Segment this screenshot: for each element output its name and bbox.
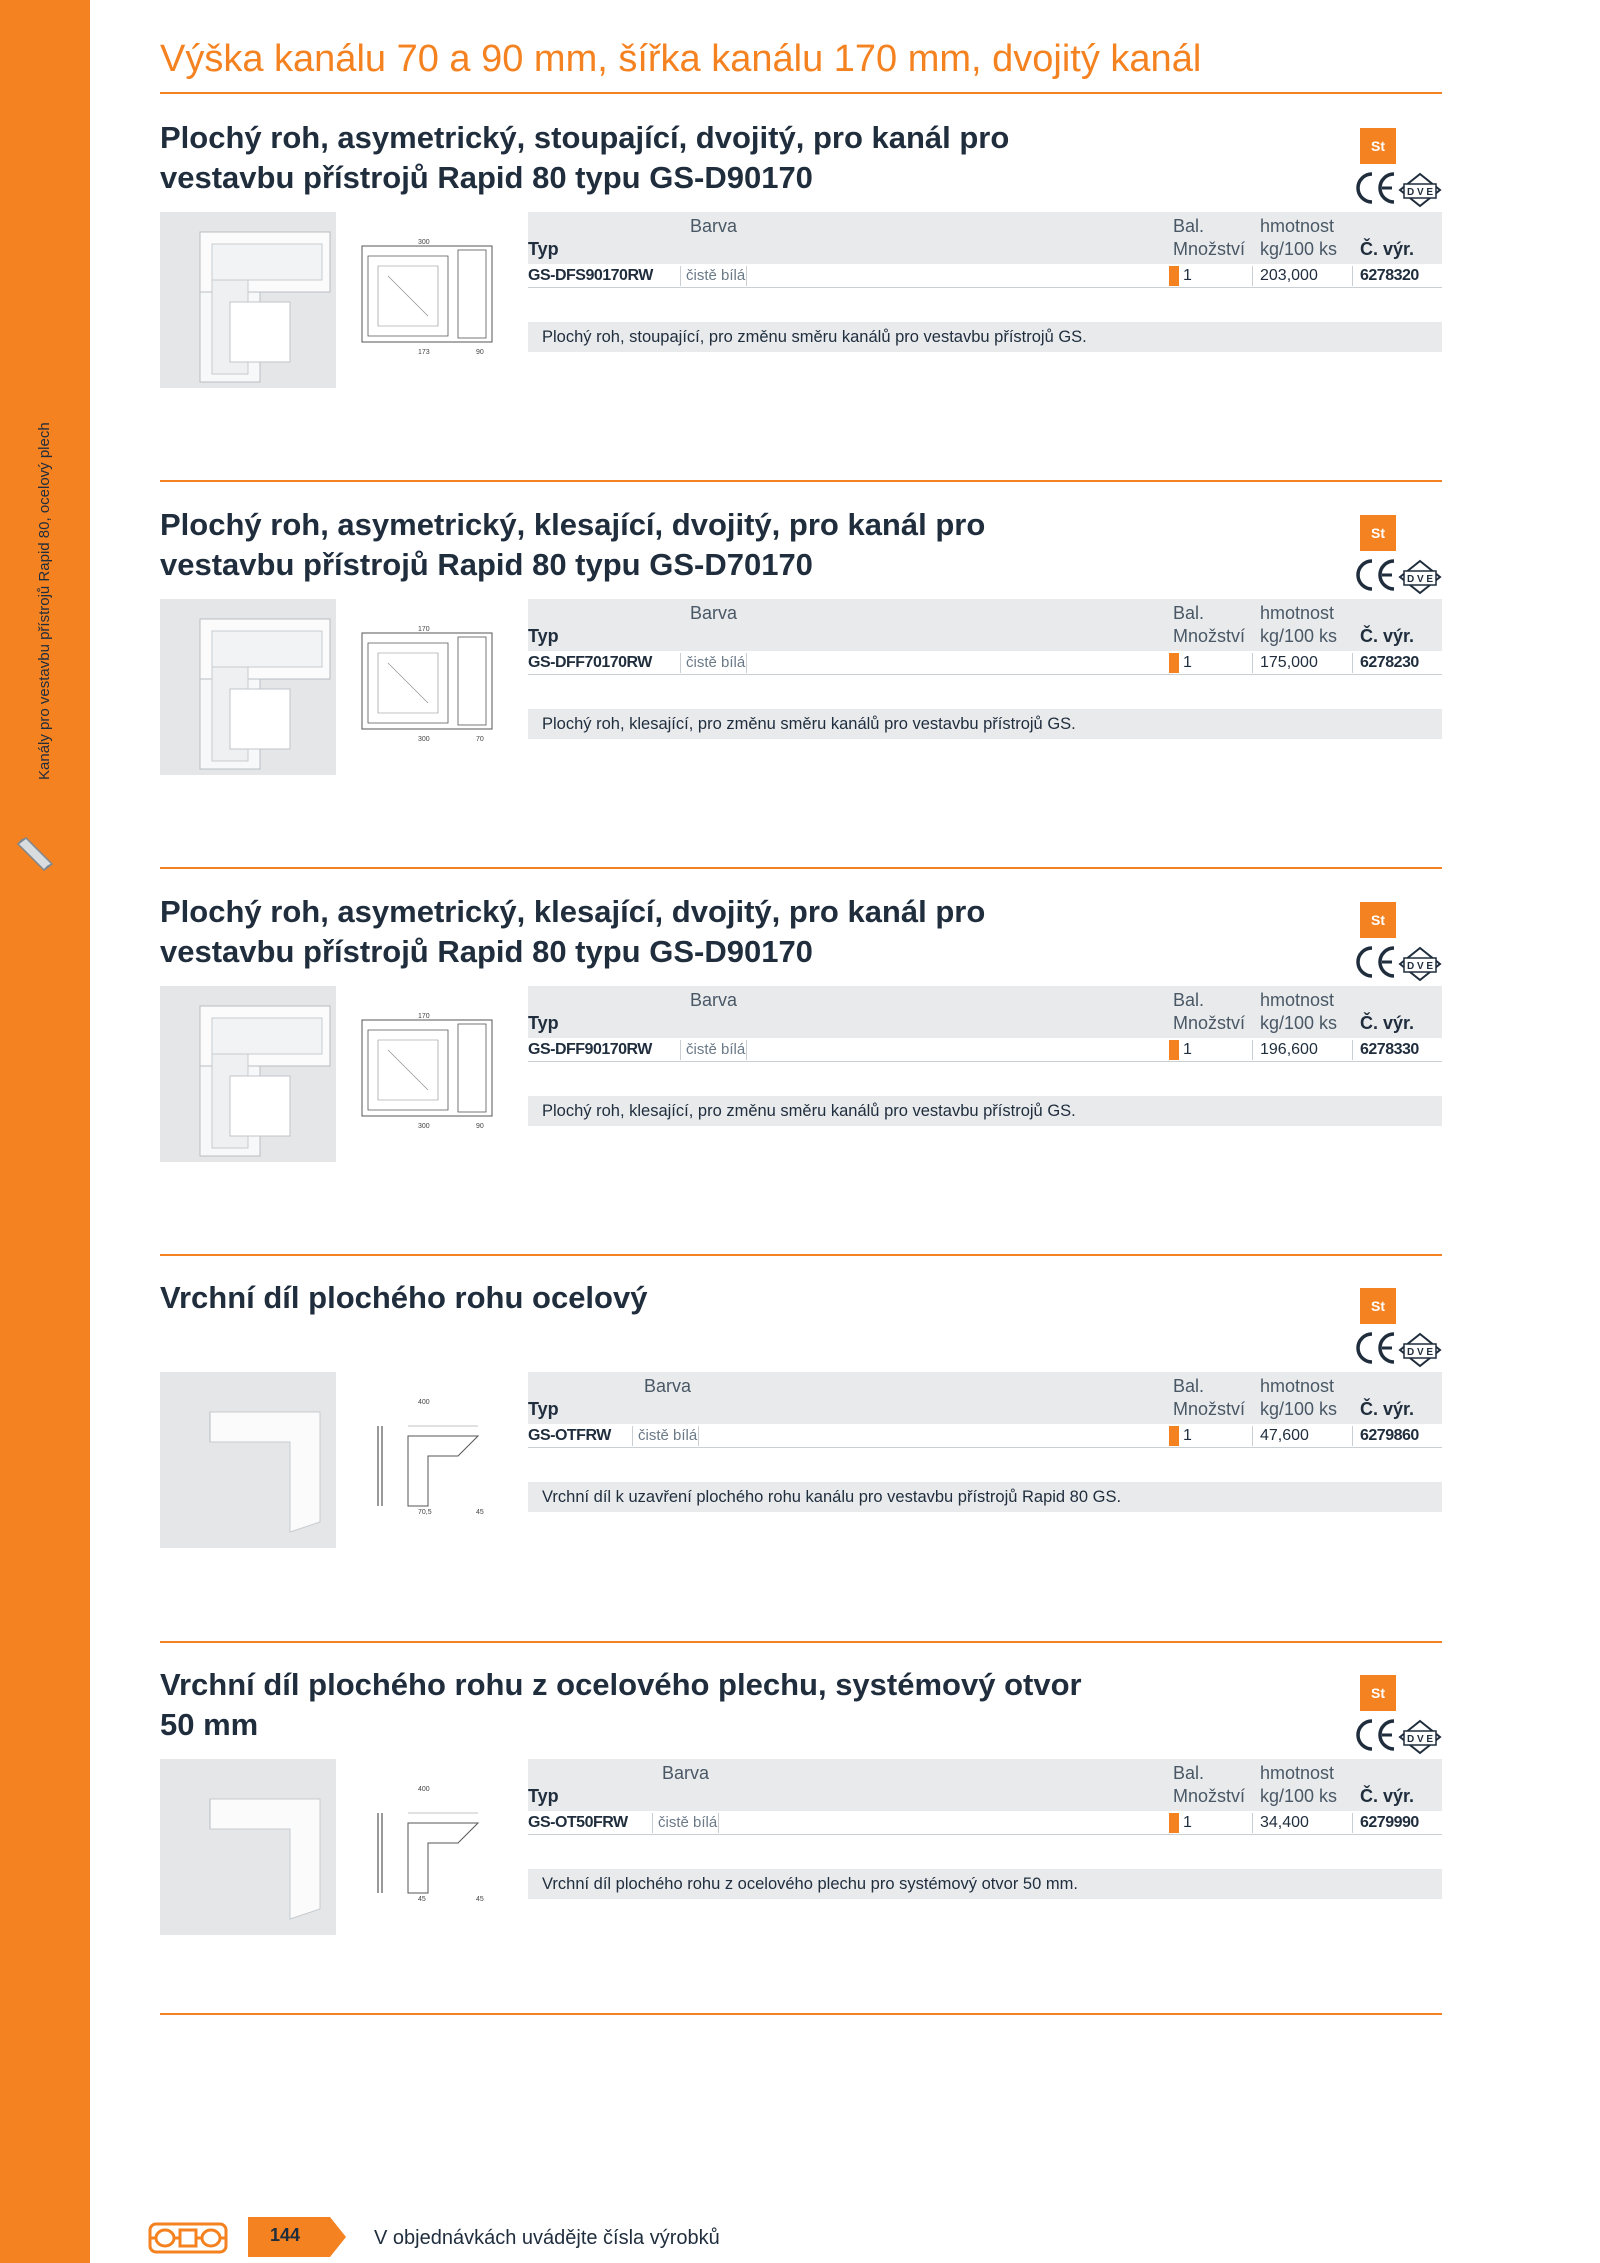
- svg-text:D V E: D V E: [1406, 1347, 1434, 1358]
- product-image-icon: [160, 986, 336, 1162]
- type-code: GS-DFF70170RW: [528, 654, 652, 671]
- table-row: [528, 651, 1442, 675]
- product-table: [528, 986, 1442, 1062]
- header-hmotnost: hmotnost: [1260, 1763, 1335, 1783]
- header-mnozstvi: Množství: [1173, 1399, 1246, 1419]
- section-rule: [160, 1641, 1442, 1643]
- header-barva: Barva: [690, 216, 738, 236]
- product-photo: [160, 212, 336, 388]
- header-barva: Barva: [644, 1376, 692, 1396]
- dimension-label: 300: [418, 736, 430, 743]
- dimension-label: 170: [418, 626, 430, 633]
- header-bal: Bal.: [1173, 990, 1205, 1010]
- type-code: GS-DFS90170RW: [528, 267, 653, 284]
- material-badge: St: [1360, 902, 1396, 938]
- svg-text:D V E: D V E: [1406, 961, 1434, 972]
- quantity-value: 1: [1183, 1814, 1192, 1831]
- section-rule: [160, 480, 1442, 482]
- product-photo: [160, 1372, 336, 1548]
- dimension-label: 45: [476, 1509, 484, 1516]
- header-kg: kg/100 ks: [1260, 1786, 1338, 1806]
- sidebar-label: Kanály pro vestavbu přístrojů Rapid 80, ocelový plech: [36, 422, 53, 780]
- header-hmotnost: hmotnost: [1260, 216, 1335, 236]
- dimension-label: 90: [476, 1123, 484, 1130]
- weight-value: 34,400: [1260, 1814, 1309, 1831]
- color-value: čistě bílá: [686, 267, 746, 284]
- table-row: [528, 264, 1442, 288]
- order-marker: [1169, 653, 1179, 673]
- svg-text:D V E: D V E: [1406, 574, 1434, 585]
- color-value: čistě bílá: [658, 1814, 718, 1831]
- ce-vde-mark-icon: [1352, 555, 1442, 595]
- dimension-label: 400: [418, 1786, 430, 1793]
- header-typ: Typ: [528, 1399, 559, 1419]
- color-value: čistě bílá: [638, 1427, 698, 1444]
- header-typ: Typ: [528, 1013, 559, 1033]
- table-header: [528, 212, 1442, 264]
- product-title: Vrchní díl plochého rohu z ocelového plechu, systémový otvor 50 mm: [160, 1667, 1082, 1742]
- header-bal: Bal.: [1173, 216, 1205, 236]
- order-marker: [1169, 1040, 1179, 1060]
- ce-vde-mark-icon: [1352, 942, 1442, 982]
- table-header: [528, 599, 1442, 651]
- footer-note: V objednávkách uvádějte čísla výrobků: [374, 2227, 720, 2249]
- product-description: Plochý roh, klesající, pro změnu směru kanálů pro vestavbu přístrojů GS.: [528, 709, 1442, 739]
- header-kg: kg/100 ks: [1260, 239, 1338, 259]
- article-number: 6278320: [1360, 267, 1419, 284]
- technical-drawing: [358, 623, 498, 743]
- product-description: Plochý roh, klesající, pro změnu směru kanálů pro vestavbu přístrojů GS.: [528, 1096, 1442, 1126]
- header-hmotnost: hmotnost: [1260, 1376, 1335, 1396]
- product-description: Plochý roh, stoupající, pro změnu směru kanálů pro vestavbu přístrojů GS.: [528, 322, 1442, 352]
- header-kg: kg/100 ks: [1260, 1013, 1338, 1033]
- header-kg: kg/100 ks: [1260, 626, 1338, 646]
- product-table: [528, 1372, 1442, 1448]
- svg-text:D V E: D V E: [1406, 187, 1434, 198]
- product-photo: [160, 1759, 336, 1935]
- header-cvyr: Č. výr.: [1360, 626, 1415, 646]
- dimension-label: 45: [476, 1896, 484, 1903]
- material-badge: St: [1360, 1675, 1396, 1711]
- type-code: GS-OTFRW: [528, 1427, 611, 1444]
- product-image-icon: [160, 212, 336, 388]
- article-number: 6278330: [1360, 1041, 1419, 1058]
- product-table: [528, 212, 1442, 288]
- product-title: Vrchní díl plochého rohu ocelový: [160, 1280, 648, 1315]
- table-header: [528, 1372, 1442, 1424]
- article-number: 6279860: [1360, 1427, 1419, 1444]
- product-title: Plochý roh, asymetrický, klesající, dvojitý, pro kanál pro vestavbu přístrojů Rapid 80 typu GS-D90170: [160, 894, 986, 969]
- weight-value: 196,600: [1260, 1041, 1318, 1058]
- header-mnozstvi: Množství: [1173, 1013, 1246, 1033]
- quantity-value: 1: [1183, 267, 1192, 284]
- side-bar: [0, 0, 90, 2263]
- header-typ: Typ: [528, 1786, 559, 1806]
- header-cvyr: Č. výr.: [1360, 239, 1415, 259]
- header-cvyr: Č. výr.: [1360, 1013, 1415, 1033]
- header-mnozstvi: Množství: [1173, 1786, 1246, 1806]
- table-row: [528, 1424, 1442, 1448]
- product-title: Plochý roh, asymetrický, klesající, dvojitý, pro kanál pro vestavbu přístrojů Rapid 80 typu GS-D70170: [160, 507, 986, 582]
- product-image-icon: [160, 1759, 336, 1935]
- dimension-label: 173: [418, 349, 430, 356]
- product-photo: [160, 599, 336, 775]
- header-hmotnost: hmotnost: [1260, 603, 1335, 623]
- color-value: čistě bílá: [686, 654, 746, 671]
- header-typ: Typ: [528, 626, 559, 646]
- product-photo: [160, 986, 336, 1162]
- page-number: 144: [270, 2225, 301, 2245]
- type-code: GS-DFF90170RW: [528, 1041, 652, 1058]
- product-table: [528, 1759, 1442, 1835]
- dimension-label: 70,5: [418, 1509, 432, 1516]
- article-number: 6278230: [1360, 654, 1419, 671]
- table-header: [528, 1759, 1442, 1811]
- material-badge: St: [1360, 515, 1396, 551]
- order-marker: [1169, 1426, 1179, 1446]
- quantity-value: 1: [1183, 1427, 1192, 1444]
- dimension-label: 90: [476, 349, 484, 356]
- technical-drawing: [358, 1396, 498, 1516]
- header-kg: kg/100 ks: [1260, 1399, 1338, 1419]
- dimension-label: 300: [418, 1123, 430, 1130]
- header-hmotnost: hmotnost: [1260, 990, 1335, 1010]
- header-mnozstvi: Množství: [1173, 239, 1246, 259]
- technical-drawing: [358, 1783, 498, 1903]
- header-barva: Barva: [690, 990, 738, 1010]
- technical-drawing: [358, 236, 498, 356]
- technical-drawing: [358, 1010, 498, 1130]
- title-rule: [160, 92, 1442, 94]
- svg-text:D V E: D V E: [1406, 1734, 1434, 1745]
- weight-value: 175,000: [1260, 654, 1318, 671]
- header-mnozstvi: Množství: [1173, 626, 1246, 646]
- ce-vde-mark-icon: [1352, 1715, 1442, 1755]
- header-barva: Barva: [690, 603, 738, 623]
- quantity-value: 1: [1183, 1041, 1192, 1058]
- product-title: Plochý roh, asymetrický, stoupající, dvojitý, pro kanál pro vestavbu přístrojů Rapid 80 typu GS-D90170: [160, 120, 1010, 195]
- product-description: Vrchní díl k uzavření plochého rohu kanálu pro vestavbu přístrojů Rapid 80 GS.: [528, 1482, 1442, 1512]
- header-cvyr: Č. výr.: [1360, 1786, 1415, 1806]
- material-badge: St: [1360, 128, 1396, 164]
- header-bal: Bal.: [1173, 1763, 1205, 1783]
- section-rule: [160, 867, 1442, 869]
- header-typ: Typ: [528, 239, 559, 259]
- header-cvyr: Č. výr.: [1360, 1399, 1415, 1419]
- article-number: 6279990: [1360, 1814, 1419, 1831]
- order-marker: [1169, 1813, 1179, 1833]
- quantity-value: 1: [1183, 654, 1192, 671]
- ce-vde-mark-icon: [1352, 1328, 1442, 1368]
- product-image-icon: [160, 1372, 336, 1548]
- color-value: čistě bílá: [686, 1041, 746, 1058]
- obo-logo: [148, 2221, 228, 2255]
- dimension-label: 300: [418, 239, 430, 246]
- order-marker: [1169, 266, 1179, 286]
- product-image-icon: [160, 599, 336, 775]
- dimension-label: 400: [418, 1399, 430, 1406]
- dimension-label: 45: [418, 1896, 426, 1903]
- section-rule: [160, 1254, 1442, 1256]
- table-header: [528, 986, 1442, 1038]
- duct-icon: [14, 830, 60, 876]
- table-row: [528, 1038, 1442, 1062]
- table-row: [528, 1811, 1442, 1835]
- dimension-label: 70: [476, 736, 484, 743]
- weight-value: 203,000: [1260, 267, 1318, 284]
- header-barva: Barva: [662, 1763, 710, 1783]
- material-badge: St: [1360, 1288, 1396, 1324]
- ce-vde-mark-icon: [1352, 168, 1442, 208]
- type-code: GS-OT50FRW: [528, 1814, 628, 1831]
- header-bal: Bal.: [1173, 603, 1205, 623]
- bottom-rule: [160, 2013, 1442, 2015]
- page-title: Výška kanálu 70 a 90 mm, šířka kanálu 170 mm, dvojitý kanál: [160, 38, 1202, 80]
- weight-value: 47,600: [1260, 1427, 1309, 1444]
- product-description: Vrchní díl plochého rohu z ocelového plechu pro systémový otvor 50 mm.: [528, 1869, 1442, 1899]
- dimension-label: 170: [418, 1013, 430, 1020]
- header-bal: Bal.: [1173, 1376, 1205, 1396]
- product-table: [528, 599, 1442, 675]
